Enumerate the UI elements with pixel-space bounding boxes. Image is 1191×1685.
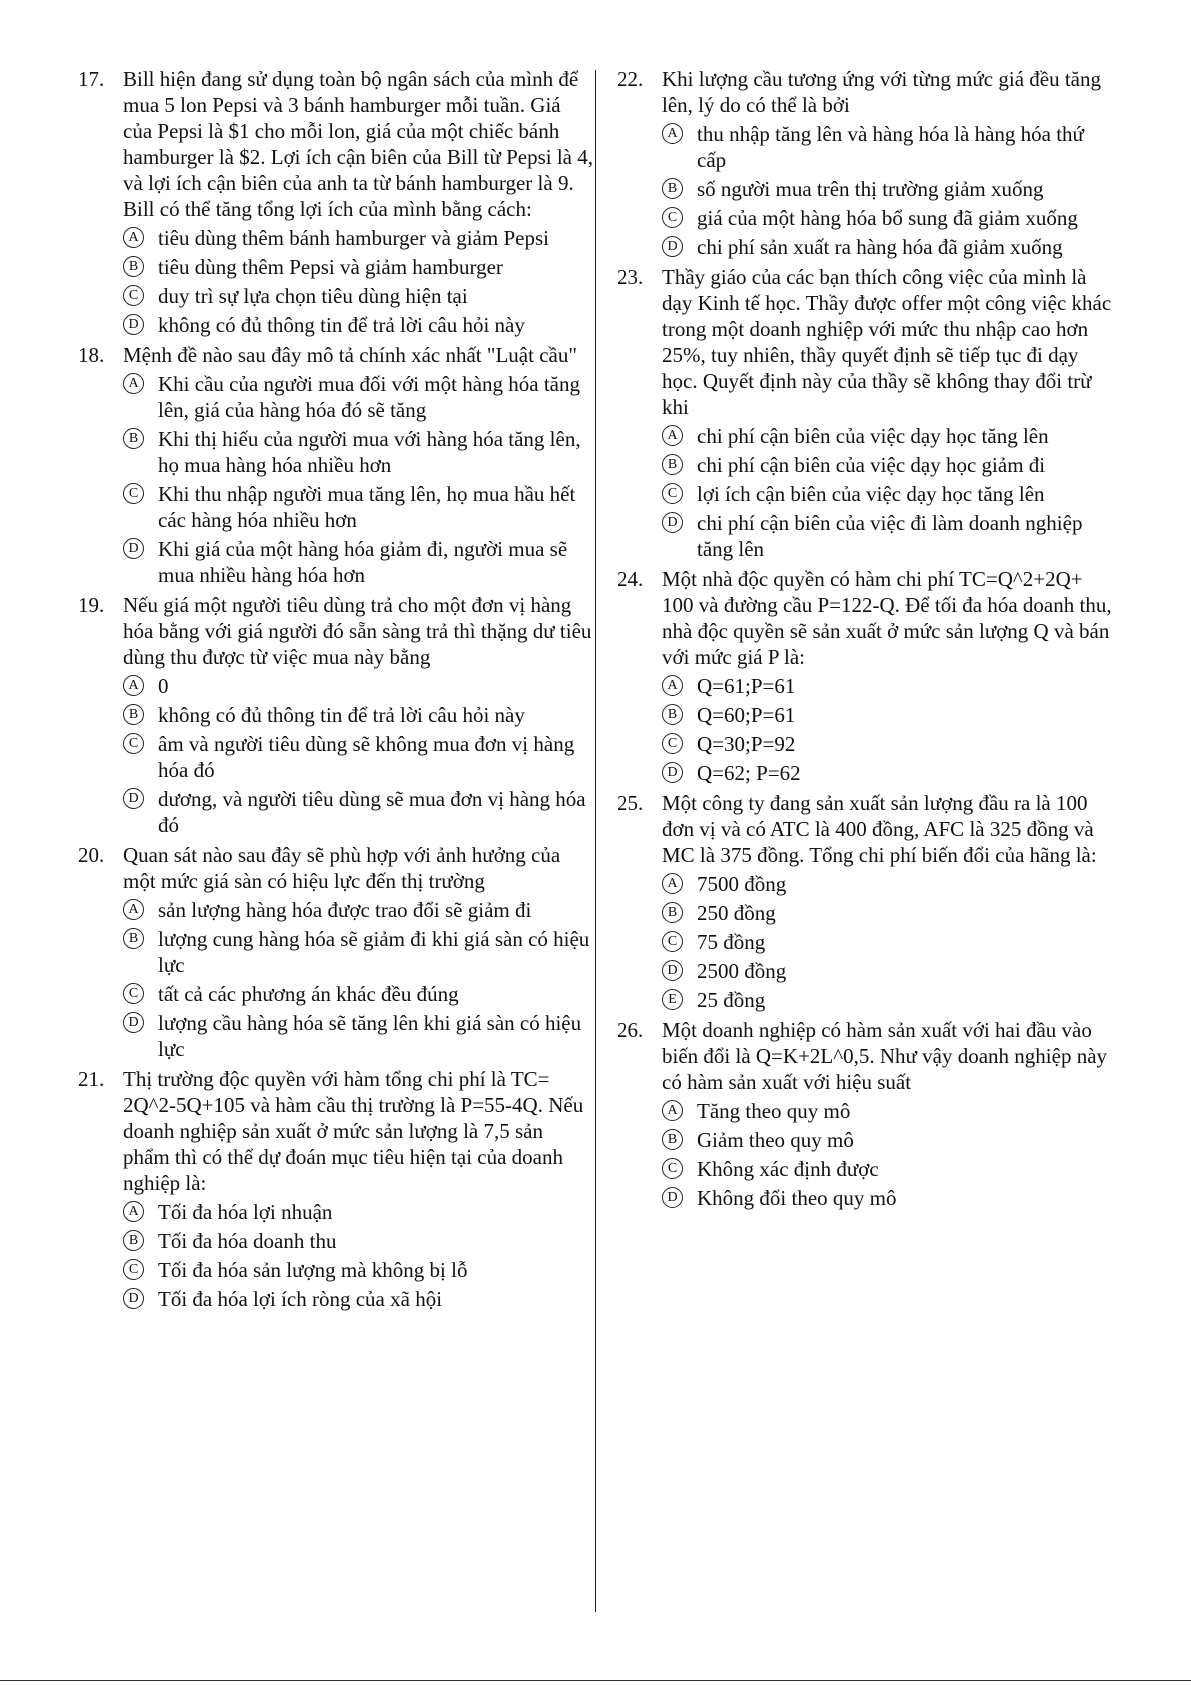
option-text: tiêu dùng thêm Pepsi và giảm hamburger bbox=[158, 255, 503, 279]
question-text: Quan sát nào sau đây sẽ phù hợp với ảnh hưởng của một mức giá sàn có hiệu lực đến thị trường bbox=[123, 843, 561, 893]
question-text: Thầy giáo của các bạn thích công việc của mình là dạy Kinh tế học. Thầy được offer một công việc khác trong một doanh nghiệp với mức thu nhập cao hơn 25%, tuy nhiên, thầy quyết định sẽ tiếp tục đi dạy học. Quyết định này của thầy sẽ không thay đổi trừ khi bbox=[662, 265, 1112, 419]
answer-option-b[interactable] bbox=[123, 1228, 593, 1254]
option-text: Q=62; P=62 bbox=[697, 761, 801, 785]
answer-option-c[interactable] bbox=[123, 981, 593, 1007]
answer-option-a[interactable] bbox=[123, 371, 593, 423]
option-text: không có đủ thông tin để trả lời câu hỏi này bbox=[158, 313, 525, 337]
option-text: chi phí cận biên của việc đi làm doanh nghiệp tăng lên bbox=[697, 511, 1083, 561]
answer-option-d[interactable] bbox=[662, 760, 1117, 786]
option-text: Q=61;P=61 bbox=[697, 674, 796, 698]
option-bubble[interactable]: C bbox=[123, 983, 144, 1004]
answer-option-d[interactable] bbox=[123, 536, 593, 588]
option-text: 250 đồng bbox=[697, 901, 776, 925]
option-text: lượng cung hàng hóa sẽ giảm đi khi giá sàn có hiệu lực bbox=[158, 927, 590, 977]
answer-option-a[interactable] bbox=[662, 673, 1117, 699]
option-bubble[interactable]: B bbox=[662, 1129, 683, 1150]
answer-option-c[interactable] bbox=[123, 481, 593, 533]
option-text: Khi giá của một hàng hóa giảm đi, người mua sẽ mua nhiều hàng hóa hơn bbox=[158, 537, 568, 587]
answer-option-b[interactable] bbox=[662, 1127, 1117, 1153]
option-bubble[interactable]: C bbox=[123, 733, 144, 754]
question-number: 25. bbox=[617, 791, 644, 815]
page-bottom-rule bbox=[0, 1680, 1191, 1681]
option-text: dương, và người tiêu dùng sẽ mua đơn vị hàng hóa đó bbox=[158, 787, 586, 837]
question-text: Mệnh đề nào sau đây mô tả chính xác nhất "Luật cầu" bbox=[123, 343, 577, 367]
option-bubble[interactable]: D bbox=[123, 788, 144, 809]
option-text: Khi thu nhập người mua tăng lên, họ mua hầu hết các hàng hóa nhiều hơn bbox=[158, 482, 576, 532]
answer-option-b[interactable] bbox=[123, 426, 593, 478]
option-bubble[interactable]: A bbox=[662, 873, 683, 894]
option-bubble[interactable]: D bbox=[123, 1288, 144, 1309]
question-24 bbox=[617, 566, 1117, 786]
option-text: 2500 đồng bbox=[697, 959, 787, 983]
answer-option-a[interactable] bbox=[123, 225, 593, 251]
question-text: Một nhà độc quyền có hàm chi phí TC=Q^2+2Q+ 100 và đường cầu P=122-Q. Để tối đa hóa doanh thu, nhà độc quyền sẽ sản xuất ở mức sản lượng Q và bán với mức giá P là: bbox=[662, 567, 1112, 669]
option-bubble[interactable]: D bbox=[123, 538, 144, 559]
option-bubble[interactable]: D bbox=[662, 762, 683, 783]
answer-option-b[interactable] bbox=[662, 176, 1117, 202]
option-text: tất cả các phương án khác đều đúng bbox=[158, 982, 459, 1006]
answer-option-a[interactable] bbox=[123, 897, 593, 923]
question-number: 24. bbox=[617, 567, 644, 591]
answer-option-c[interactable] bbox=[662, 1156, 1117, 1182]
option-bubble[interactable]: A bbox=[123, 1201, 144, 1222]
answer-option-b[interactable] bbox=[662, 900, 1117, 926]
option-bubble[interactable]: C bbox=[662, 931, 683, 952]
option-text: lợi ích cận biên của việc dạy học tăng lên bbox=[697, 482, 1045, 506]
answer-option-a[interactable] bbox=[123, 1199, 593, 1225]
option-bubble[interactable]: D bbox=[662, 960, 683, 981]
answer-option-c[interactable] bbox=[662, 929, 1117, 955]
option-bubble[interactable]: E bbox=[662, 989, 683, 1010]
question-22 bbox=[617, 66, 1117, 260]
answer-option-d[interactable] bbox=[123, 1010, 593, 1062]
option-text: giá của một hàng hóa bổ sung đã giảm xuống bbox=[697, 206, 1078, 230]
answer-option-c[interactable] bbox=[123, 1257, 593, 1283]
option-text: chi phí sản xuất ra hàng hóa đã giảm xuống bbox=[697, 235, 1063, 259]
question-text: Thị trường độc quyền với hàm tổng chi phí là TC= 2Q^2-5Q+105 và hàm cầu thị trường là P=55-4Q. Nếu doanh nghiệp sản xuất ở mức sản lượng là 7,5 sản phẩm thì có thể dự đoán mục tiêu hiện tại của doanh nghiệp là: bbox=[123, 1067, 584, 1195]
question-number: 22. bbox=[617, 67, 644, 91]
option-bubble[interactable]: B bbox=[123, 428, 144, 449]
option-bubble[interactable]: B bbox=[662, 902, 683, 923]
option-bubble[interactable]: A bbox=[662, 675, 683, 696]
option-text: Không đổi theo quy mô bbox=[697, 1186, 897, 1210]
question-text: Một doanh nghiệp có hàm sản xuất với hai đầu vào biến đổi là Q=K+2L^0,5. Như vậy doanh nghiệp này có hàm sản xuất với hiệu suất bbox=[662, 1018, 1108, 1094]
option-bubble[interactable]: D bbox=[123, 1012, 144, 1033]
option-text: Tối đa hóa doanh thu bbox=[158, 1229, 337, 1253]
answer-option-d[interactable] bbox=[123, 786, 593, 838]
answer-option-b[interactable] bbox=[662, 702, 1117, 728]
column-divider bbox=[595, 70, 596, 1612]
option-bubble[interactable]: B bbox=[123, 256, 144, 277]
option-bubble[interactable]: C bbox=[662, 483, 683, 504]
question-number: 20. bbox=[78, 843, 105, 867]
option-bubble[interactable]: A bbox=[662, 123, 683, 144]
question-text: Khi lượng cầu tương ứng với từng mức giá đều tăng lên, lý do có thể là bởi bbox=[662, 67, 1101, 117]
option-bubble[interactable]: B bbox=[662, 454, 683, 475]
option-bubble[interactable]: C bbox=[662, 1158, 683, 1179]
right-column bbox=[617, 66, 1117, 1215]
option-text: Khi thị hiếu của người mua với hàng hóa tăng lên, họ mua hàng hóa nhiều hơn bbox=[158, 427, 581, 477]
answer-option-c[interactable] bbox=[662, 731, 1117, 757]
option-bubble[interactable]: A bbox=[123, 227, 144, 248]
option-text: chi phí cận biên của việc dạy học tăng lên bbox=[697, 424, 1049, 448]
left-column bbox=[78, 66, 593, 1316]
option-bubble[interactable]: B bbox=[662, 704, 683, 725]
option-text: Q=30;P=92 bbox=[697, 732, 796, 756]
option-text: tiêu dùng thêm bánh hamburger và giảm Pepsi bbox=[158, 226, 549, 250]
question-26 bbox=[617, 1017, 1117, 1211]
question-text: Một công ty đang sản xuất sản lượng đầu ra là 100 đơn vị và có ATC là 400 đồng, AFC là 325 đồng và MC là 375 đồng. Tổng chi phí biến đổi của hãng là: bbox=[662, 791, 1097, 867]
answer-option-c[interactable] bbox=[123, 283, 593, 309]
answer-option-c[interactable] bbox=[123, 731, 593, 783]
option-bubble[interactable]: B bbox=[123, 704, 144, 725]
answer-option-c[interactable] bbox=[662, 481, 1117, 507]
question-number: 18. bbox=[78, 343, 105, 367]
option-text: sản lượng hàng hóa được trao đổi sẽ giảm đi bbox=[158, 898, 532, 922]
question-number: 23. bbox=[617, 265, 644, 289]
question-18 bbox=[78, 342, 593, 588]
option-bubble[interactable]: C bbox=[123, 285, 144, 306]
option-text: 0 bbox=[158, 674, 169, 698]
question-23 bbox=[617, 264, 1117, 562]
option-bubble[interactable]: A bbox=[123, 373, 144, 394]
answer-option-d[interactable] bbox=[123, 312, 593, 338]
option-text: âm và người tiêu dùng sẽ không mua đơn vị hàng hóa đó bbox=[158, 732, 575, 782]
answer-option-a[interactable] bbox=[123, 673, 593, 699]
option-text: Tối đa hóa lợi ích ròng của xã hội bbox=[158, 1287, 443, 1311]
option-text: 7500 đồng bbox=[697, 872, 787, 896]
question-number: 17. bbox=[78, 67, 105, 91]
option-text: Tối đa hóa sản lượng mà không bị lỗ bbox=[158, 1258, 468, 1282]
option-bubble[interactable]: D bbox=[662, 1187, 683, 1208]
option-text: Tăng theo quy mô bbox=[697, 1099, 851, 1123]
answer-option-d[interactable] bbox=[662, 958, 1117, 984]
answer-option-a[interactable] bbox=[662, 871, 1117, 897]
question-21 bbox=[78, 1066, 593, 1312]
answer-option-a[interactable] bbox=[662, 121, 1117, 173]
answer-option-b[interactable] bbox=[123, 926, 593, 978]
option-text: thu nhập tăng lên và hàng hóa là hàng hóa thứ cấp bbox=[697, 122, 1084, 172]
option-bubble[interactable]: B bbox=[662, 178, 683, 199]
option-text: 75 đồng bbox=[697, 930, 766, 954]
option-bubble[interactable]: B bbox=[123, 928, 144, 949]
question-number: 19. bbox=[78, 593, 105, 617]
option-text: Giảm theo quy mô bbox=[697, 1128, 854, 1152]
option-bubble[interactable]: A bbox=[123, 899, 144, 920]
option-bubble[interactable]: C bbox=[123, 483, 144, 504]
answer-option-b[interactable] bbox=[123, 254, 593, 280]
question-17 bbox=[78, 66, 593, 338]
answer-option-d[interactable] bbox=[662, 1185, 1117, 1211]
option-text: Không xác định được bbox=[697, 1157, 879, 1181]
option-bubble[interactable]: A bbox=[662, 1100, 683, 1121]
option-bubble[interactable]: B bbox=[123, 1230, 144, 1251]
question-19 bbox=[78, 592, 593, 838]
option-bubble[interactable]: C bbox=[662, 207, 683, 228]
option-bubble[interactable]: C bbox=[662, 733, 683, 754]
option-bubble[interactable]: D bbox=[662, 512, 683, 533]
option-text: lượng cầu hàng hóa sẽ tăng lên khi giá sàn có hiệu lực bbox=[158, 1011, 582, 1061]
option-text: chi phí cận biên của việc dạy học giảm đi bbox=[697, 453, 1046, 477]
option-bubble[interactable]: D bbox=[662, 236, 683, 257]
option-bubble[interactable]: A bbox=[662, 425, 683, 446]
question-25 bbox=[617, 790, 1117, 1013]
question-number: 26. bbox=[617, 1018, 644, 1042]
option-bubble[interactable]: C bbox=[123, 1259, 144, 1280]
option-text: Q=60;P=61 bbox=[697, 703, 796, 727]
option-text: không có đủ thông tin để trả lời câu hỏi này bbox=[158, 703, 525, 727]
answer-option-a[interactable] bbox=[662, 1098, 1117, 1124]
option-bubble[interactable]: A bbox=[123, 675, 144, 696]
answer-option-e[interactable] bbox=[662, 987, 1117, 1013]
option-text: số người mua trên thị trường giảm xuống bbox=[697, 177, 1044, 201]
question-text: Bill hiện đang sử dụng toàn bộ ngân sách của mình để mua 5 lon Pepsi và 3 bánh hamburger mỗi tuần. Giá của Pepsi là $1 cho mỗi lon, giá của một chiếc bánh hamburger là $2. Lợi ích cận biên của Bill từ Pepsi là 4, và lợi ích cận biên của anh ta từ bánh hamburger là 9. Bill có thể tăng tổng lợi ích của mình bằng cách: bbox=[123, 67, 593, 221]
answer-option-d[interactable] bbox=[662, 510, 1117, 562]
answer-option-b[interactable] bbox=[123, 702, 593, 728]
option-text: duy trì sự lựa chọn tiêu dùng hiện tại bbox=[158, 284, 468, 308]
answer-option-b[interactable] bbox=[662, 452, 1117, 478]
question-number: 21. bbox=[78, 1067, 105, 1091]
question-text: Nếu giá một người tiêu dùng trả cho một đơn vị hàng hóa bằng với giá người đó sẵn sàng trả thì thặng dư tiêu dùng thu được từ việc mua này bằng bbox=[123, 593, 592, 669]
option-text: 25 đồng bbox=[697, 988, 766, 1012]
answer-option-a[interactable] bbox=[662, 423, 1117, 449]
answer-option-d[interactable] bbox=[123, 1286, 593, 1312]
answer-option-c[interactable] bbox=[662, 205, 1117, 231]
option-bubble[interactable]: D bbox=[123, 314, 144, 335]
option-text: Tối đa hóa lợi nhuận bbox=[158, 1200, 333, 1224]
question-20 bbox=[78, 842, 593, 1062]
option-text: Khi cầu của người mua đối với một hàng hóa tăng lên, giá của hàng hóa đó sẽ tăng bbox=[158, 372, 580, 422]
answer-option-d[interactable] bbox=[662, 234, 1117, 260]
